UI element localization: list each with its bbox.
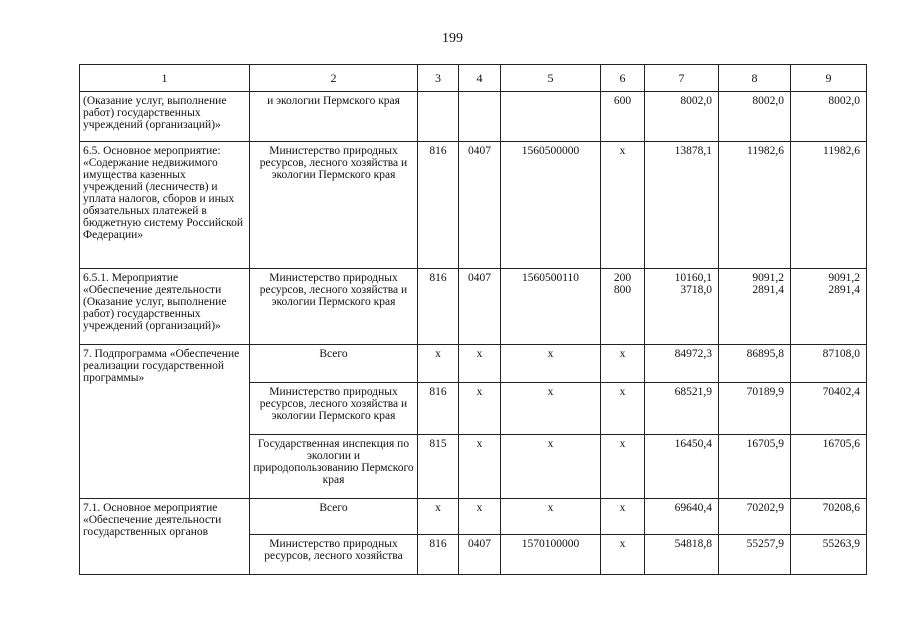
value-col7: 8002,0 [645,92,719,142]
value-col7: 54818,8 [645,535,719,575]
table-row [80,345,867,383]
value-col8: 8002,0 [719,92,791,142]
cell-col3: х [418,499,459,535]
value-col8 [719,269,791,345]
cell-col5: 1560500000 [501,142,601,269]
table-row [80,142,867,269]
responsible-org: Министерство природных ресурсов, лесного хозяйства и экологии Пермского края [250,142,418,269]
value-col9: 55263,9 [791,535,867,575]
value-col7: 13878,1 [645,142,719,269]
value-col9: 70208,6 [791,499,867,535]
value-col8: 70202,9 [719,499,791,535]
cell-col5: х [501,345,601,383]
cell-col5: 1560500110 [501,269,601,345]
value-col8-line1: 9091,2 [752,272,784,284]
cell-col3: 815 [418,435,459,499]
responsible-org: Министерство природных ресурсов, лесного хозяйства и экологии Пермского края [250,383,418,435]
cell-col6: х [601,535,645,575]
column-header: 3 [418,65,459,92]
cell-col4: 0407 [459,269,501,345]
cell-col6: х [601,499,645,535]
cell-col5: х [501,435,601,499]
value-col9: 16705,6 [791,435,867,499]
value-col7 [645,269,719,345]
cell-col6-line2: 800 [613,284,632,296]
value-col8: 86895,8 [719,345,791,383]
cell-col4: х [459,383,501,435]
value-col7: 16450,4 [645,435,719,499]
value-col9: 70402,4 [791,383,867,435]
cell-col6 [601,269,645,345]
activity-name: (Оказание услуг, выполнение работ) государственных учреждений (организаций)» [80,92,250,142]
responsible-org: Всего [250,345,418,383]
cell-col4: 0407 [459,142,501,269]
value-col9: 8002,0 [791,92,867,142]
responsible-org: Министерство природных ресурсов, лесного хозяйства [250,535,418,575]
value-col8: 55257,9 [719,535,791,575]
activity-name: 7. Подпрограмма «Обеспечение реализации государственной программы» [80,345,250,499]
responsible-org: Министерство природных ресурсов, лесного хозяйства и экологии Пермского края [250,269,418,345]
table-row [80,499,867,535]
column-header: 7 [645,65,719,92]
cell-col4: х [459,435,501,499]
cell-col6-line1: 200 [613,272,632,284]
cell-col3: х [418,345,459,383]
cell-col5: х [501,383,601,435]
activity-name: 6.5.1. Мероприятие «Обеспечение деятельности (Оказание услуг, выполнение работ) государственных учреждений (организаций)» [80,269,250,345]
responsible-org: Всего [250,499,418,535]
cell-col4: х [459,345,501,383]
header-row [80,65,867,92]
cell-col5: 1570100000 [501,535,601,575]
value-col8-line2: 2891,4 [752,284,784,296]
value-col9-line1: 9091,2 [828,272,860,284]
value-col8: 70189,9 [719,383,791,435]
cell-col6: 600 [601,92,645,142]
column-header: 9 [791,65,867,92]
cell-col5 [501,92,601,142]
budget-table [79,64,867,575]
cell-col3: 816 [418,142,459,269]
table-row [80,92,867,142]
page-number: 199 [442,31,463,46]
column-header: 2 [250,65,418,92]
value-col9 [791,269,867,345]
cell-col3 [418,92,459,142]
cell-col4: 0407 [459,535,501,575]
cell-col6: х [601,435,645,499]
cell-col4 [459,92,501,142]
column-header: 4 [459,65,501,92]
cell-col6: х [601,383,645,435]
cell-col6: х [601,142,645,269]
value-col9: 11982,6 [791,142,867,269]
value-col8: 16705,9 [719,435,791,499]
responsible-org: и экологии Пермского края [250,92,418,142]
cell-col3: 816 [418,383,459,435]
column-header: 8 [719,65,791,92]
cell-col4: х [459,499,501,535]
value-col7-line1: 10160,1 [674,272,712,284]
value-col9-line2: 2891,4 [828,284,860,296]
cell-col3: 816 [418,535,459,575]
cell-col3: 816 [418,269,459,345]
value-col7: 69640,4 [645,499,719,535]
table-row [80,269,867,345]
responsible-org: Государственная инспекция по экологии и природопользованию Пермского края [250,435,418,499]
column-header: 1 [80,65,250,92]
cell-col6: х [601,345,645,383]
value-col7: 84972,3 [645,345,719,383]
activity-name: 6.5. Основное мероприятие: «Содержание недвижимого имущества казенных учреждений (лесничеств) и уплата налогов, сборов и иных обязательных платежей в бюджетную систему Российской Федерации» [80,142,250,269]
activity-name: 7.1. Основное мероприятие «Обеспечение деятельности государственных органов [80,499,250,575]
value-col7-line2: 3718,0 [680,284,712,296]
value-col7: 68521,9 [645,383,719,435]
column-header: 6 [601,65,645,92]
column-header: 5 [501,65,601,92]
cell-col5: х [501,499,601,535]
value-col8: 11982,6 [719,142,791,269]
value-col9: 87108,0 [791,345,867,383]
